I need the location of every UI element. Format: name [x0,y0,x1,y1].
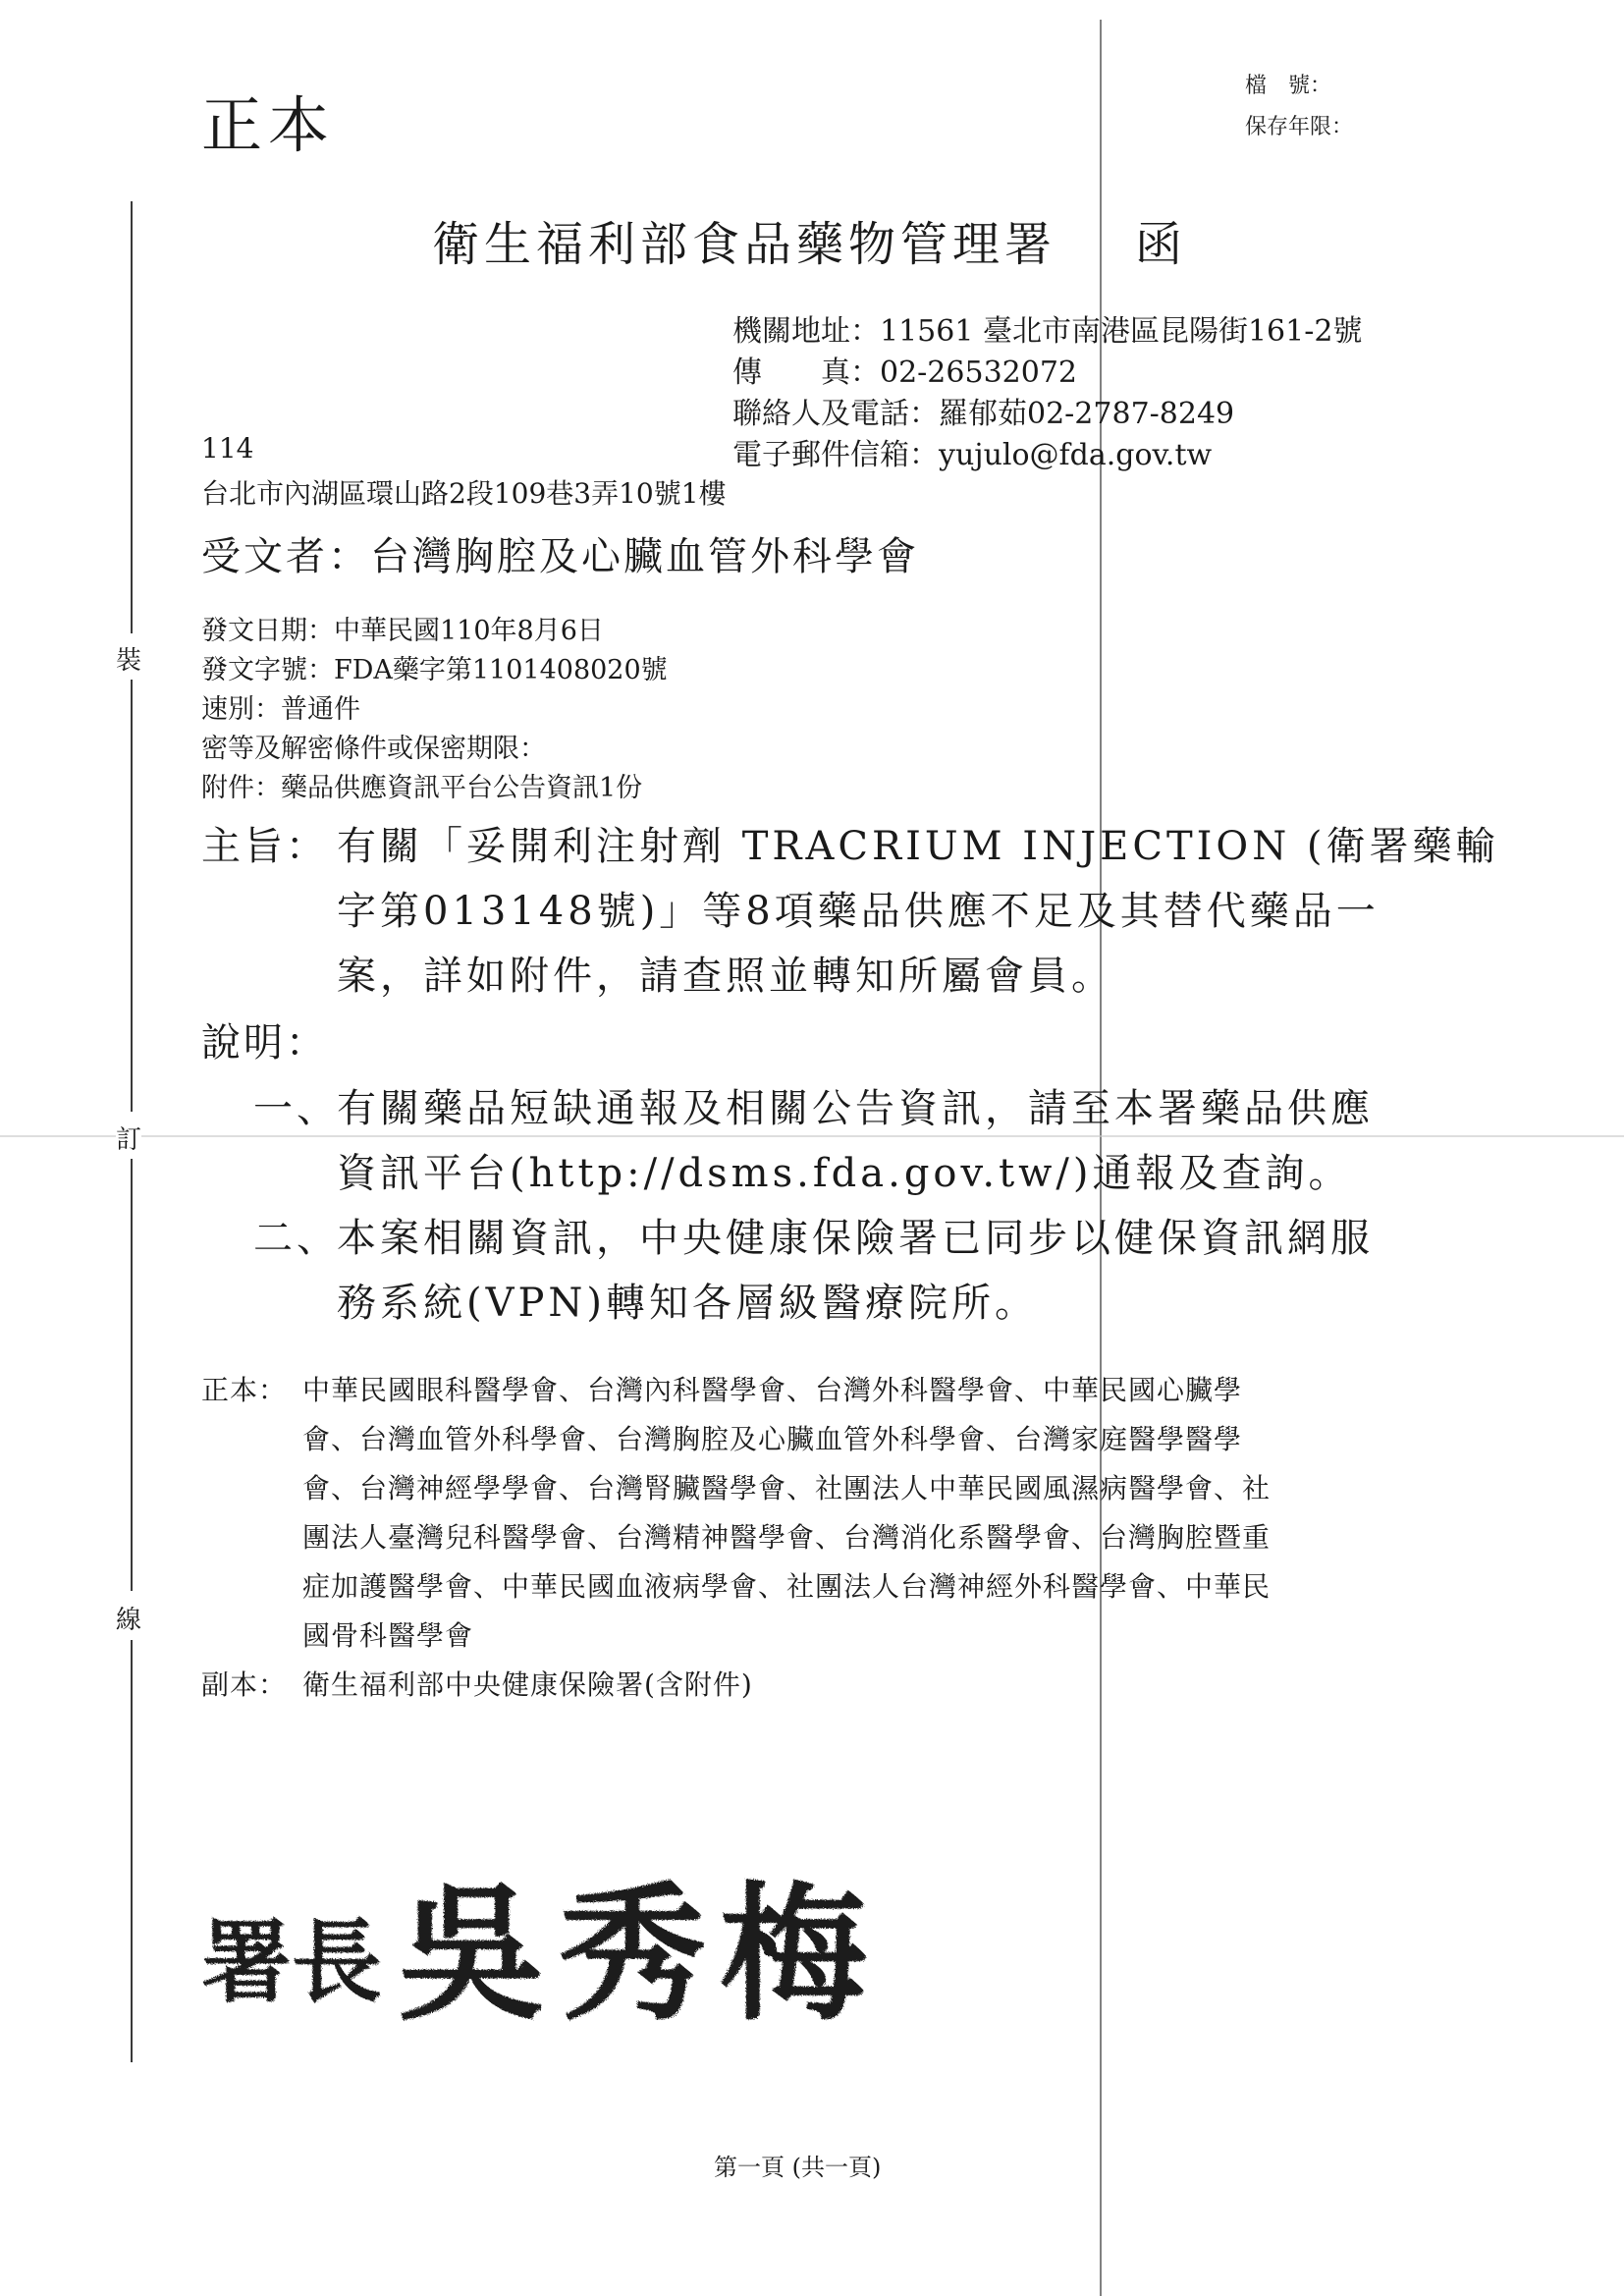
archive-number-label: 檔 號： [1245,74,1332,98]
receiver: 受文者：台灣胸腔及心臟血管外科學會 [201,534,919,579]
contact-email: 電子郵件信箱：yujulo@fda.gov.tw [732,438,1213,472]
explanation-item-line: 資訊平台(http://dsms.fda.gov.tw/)通報及查詢。 [337,1151,1352,1196]
primary-recipients-line: 中華民國眼科醫學會、台灣內科醫學會、台灣外科醫學會、中華民國心臟學 [302,1374,1243,1406]
original-copy-mark: 正本 [201,89,336,161]
binding-line-segment [131,680,133,1112]
agency-name: 衛生福利部食品藥物管理署 [432,217,1057,272]
director-signature-stamp [201,1846,908,2033]
explanation-item-marker: 一、 [253,1086,340,1131]
agency-address: 機關地址：11561 臺北市南港區昆陽街161-2號 [732,314,1363,349]
binding-line-segment [131,1640,133,2062]
issue-date: 發文日期：中華民國110年8月6日 [201,616,604,646]
primary-recipients-line: 症加護醫學會、中華民國血液病學會、社團法人台灣神經外科醫學會、中華民 [302,1570,1272,1603]
issuing-agency-title [432,206,1187,274]
binding-char-ding: 訂 [116,1116,141,1160]
secrecy-level: 密等及解密條件或保密期限： [201,734,546,764]
binding-line-segment [131,201,133,633]
delivery-speed: 速別：普通件 [201,694,360,725]
binding-char-xian: 線 [116,1596,141,1640]
agency-fax: 傳 真：02-26532072 [732,355,1078,390]
signature-title: 署長 [201,1909,383,2015]
explanation-item-line: 有關藥品短缺通報及相關公告資訊，請至本署藥品供應 [337,1086,1374,1131]
scan-fold-line-horizontal [0,1135,1624,1137]
subject-line: 字第013148號)」等8項藥品供應不足及其替代藥品一 [337,889,1380,934]
binding-char-zhuang: 裝 [116,636,141,681]
signature-name: 吳秀梅 [398,1868,882,2033]
subject-line: 有關「妥開利注射劑 TRACRIUM INJECTION (衛署藥輸 [337,824,1499,869]
explanation-item-line: 務系統(VPN)轉知各層級醫療院所。 [337,1281,1039,1326]
primary-recipients-line: 團法人臺灣兒科醫學會、台灣精神醫學會、台灣消化系醫學會、台灣胸腔暨重 [302,1521,1272,1554]
subject-label: 主旨： [201,824,328,869]
explanation-item-marker: 二、 [253,1216,340,1261]
document-type: 函 [1135,217,1188,272]
secondary-recipients: 衛生福利部中央健康保險署(含附件) [302,1668,753,1701]
explanation-item-line: 本案相關資訊，中央健康保險署已同步以健保資訊網服 [337,1216,1374,1261]
contact-person-phone: 聯絡人及電話：羅郁茹02-2787-8249 [732,397,1235,431]
document-number: 發文字號：FDA藥字第1101408020號 [201,655,668,685]
subject-line: 案，詳如附件，請查照並轉知所屬會員。 [337,954,1114,999]
page-footer: 第一頁 (共一頁) [714,2154,882,2181]
secondary-recipients-label: 副本： [201,1668,288,1701]
attachment: 附件：藥品供應資訊平台公告資訊1份 [201,773,643,803]
primary-recipients-line: 會、台灣血管外科學會、台灣胸腔及心臟血管外科學會、台灣家庭醫學醫學 [302,1423,1243,1455]
primary-recipients-line: 國骨科醫學會 [302,1619,474,1652]
recipient-postal-code: 114 [201,432,254,465]
explanation-label: 說明： [201,1020,328,1066]
recipient-address: 台北市內湖區環山路2段109巷3弄10號1樓 [201,477,727,510]
retention-period-label: 保存年限： [1245,115,1354,139]
primary-recipients-line: 會、台灣神經學學會、台灣腎臟醫學會、社團法人中華民國風濕病醫學會、社 [302,1472,1272,1504]
primary-recipients-label: 正本： [201,1374,288,1406]
binding-line-segment [131,1159,133,1591]
